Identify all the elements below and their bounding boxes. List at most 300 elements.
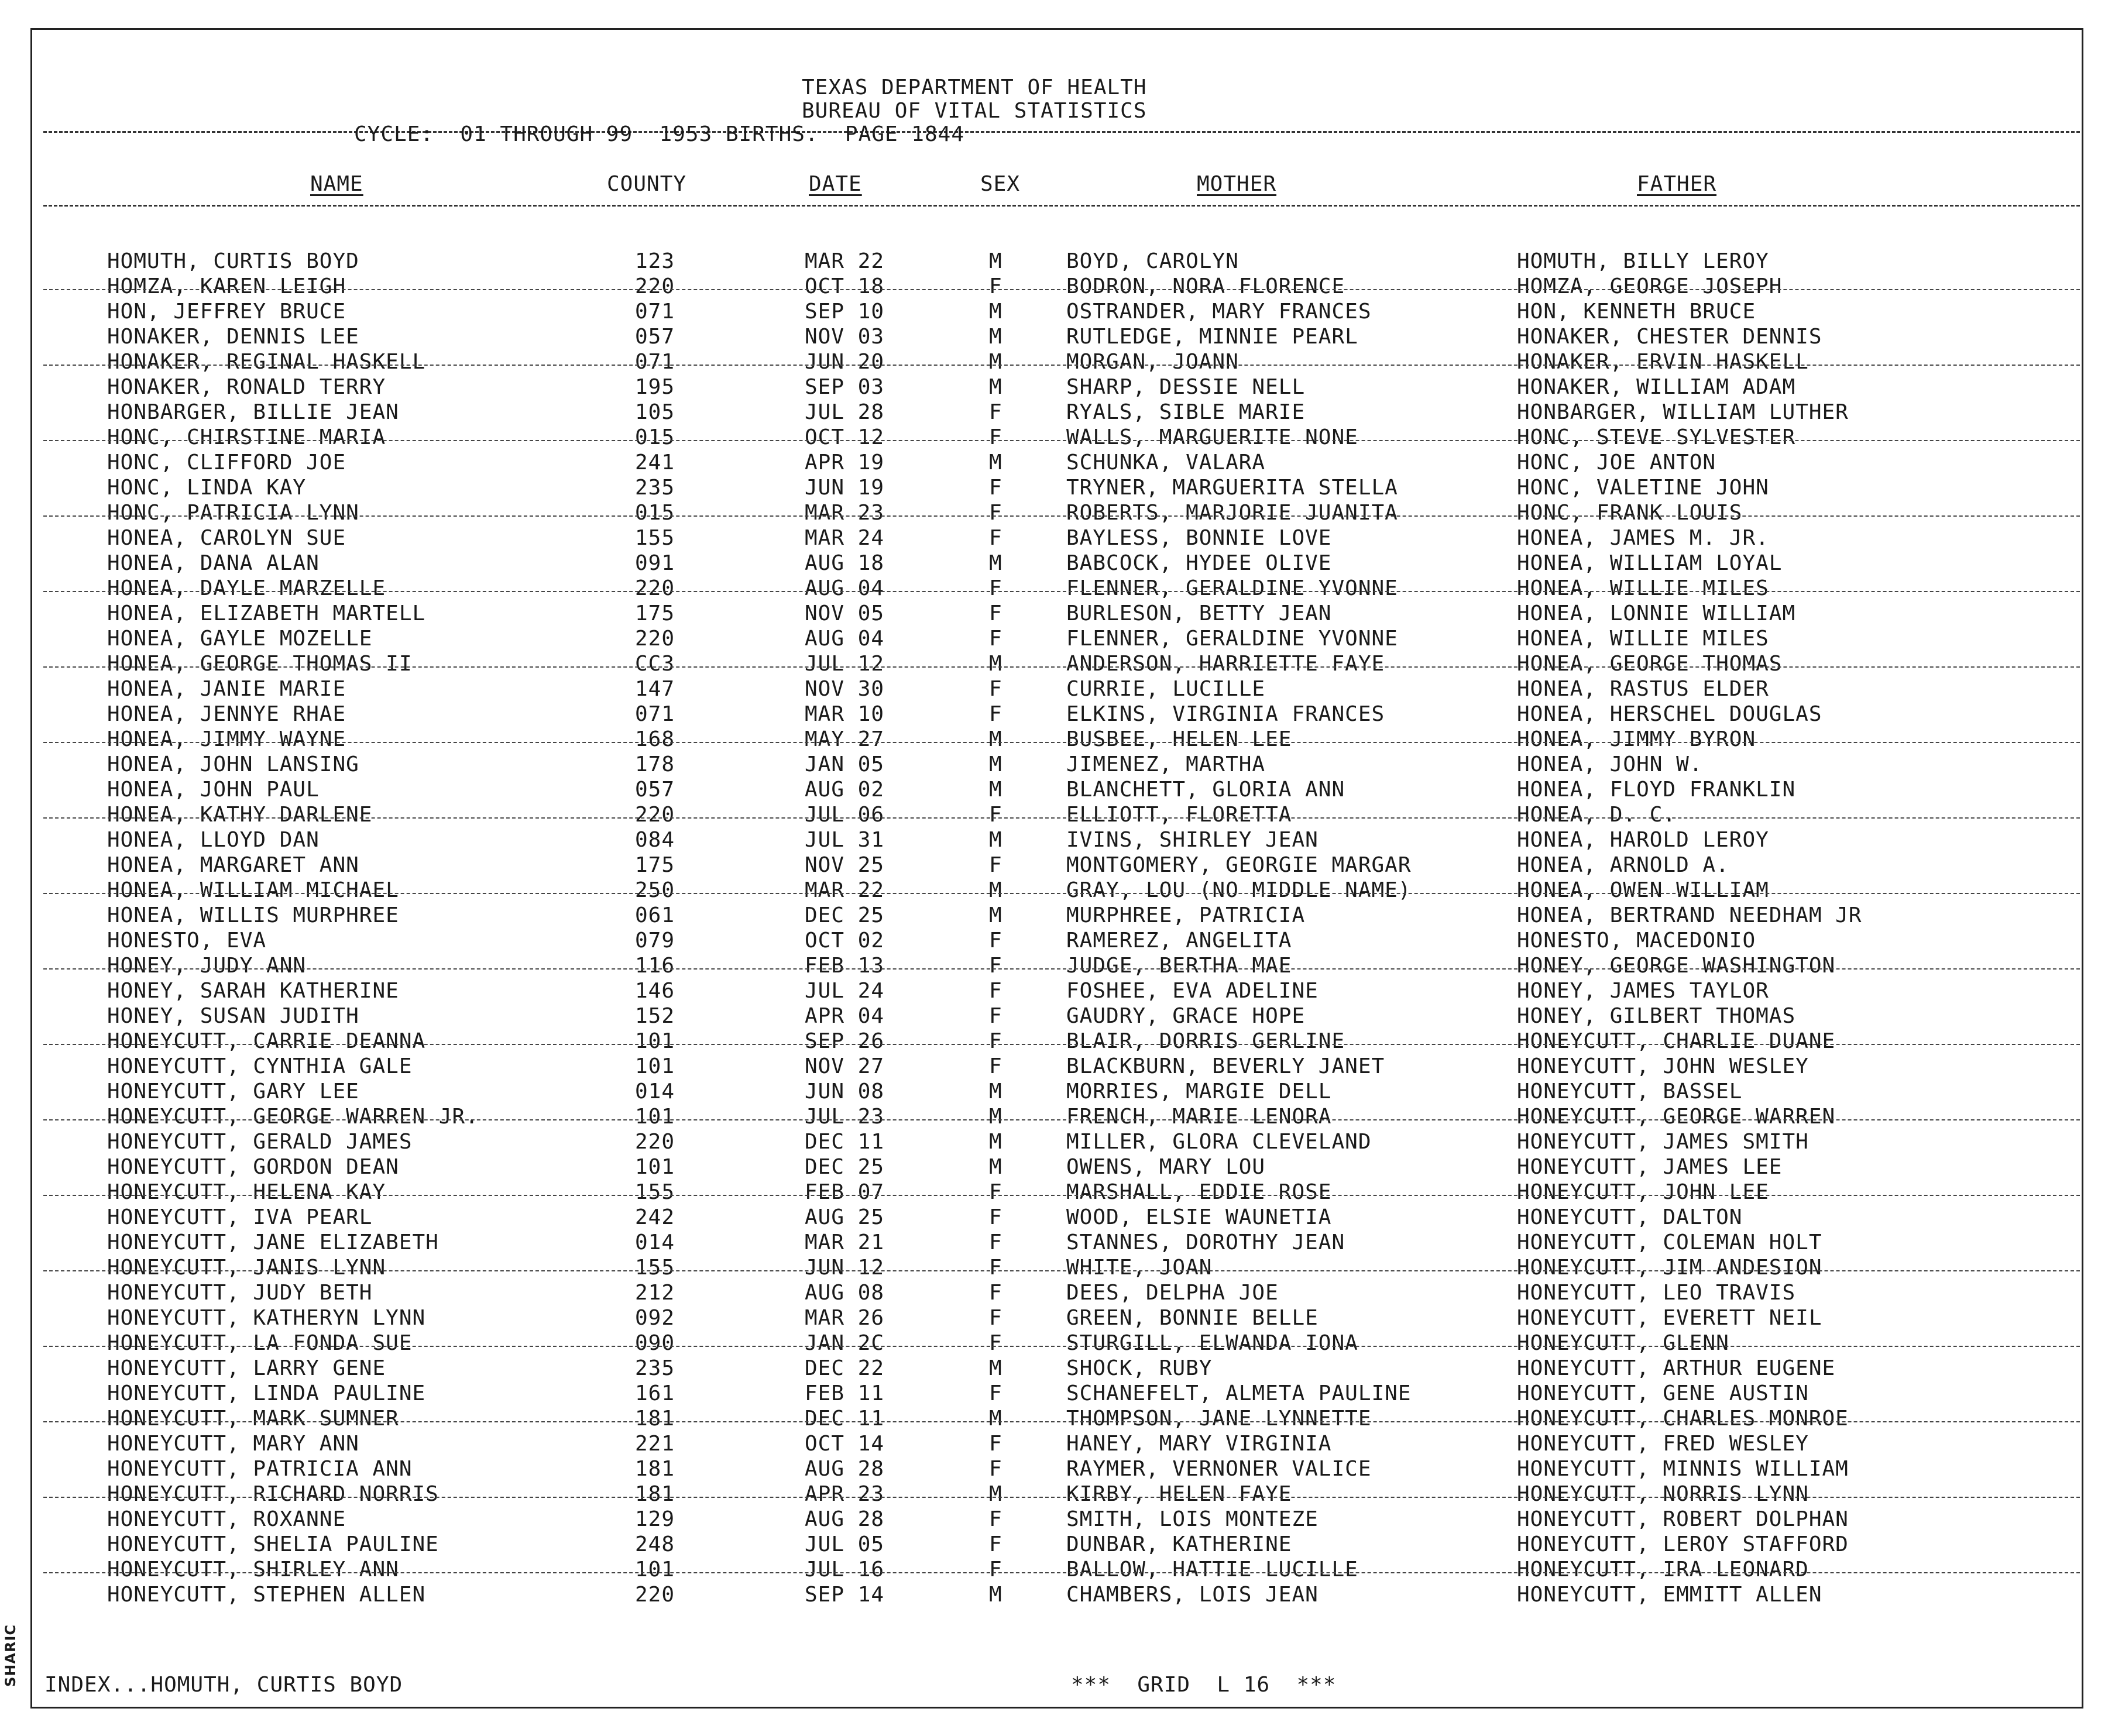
cell-county: 015 — [635, 425, 675, 449]
cell-name: HONAKER, REGINAL HASKELL — [107, 350, 426, 374]
cell-father: HONEYCUTT, LEROY STAFFORD — [1517, 1532, 1849, 1556]
cell-county: 235 — [635, 1356, 675, 1380]
cell-date: AUG 04 — [805, 576, 885, 600]
cell-county: 181 — [635, 1407, 675, 1431]
cell-county: 168 — [635, 727, 675, 751]
cell-county: 220 — [635, 274, 675, 298]
cell-mother: MORGAN, JOANN — [1066, 350, 1239, 374]
cell-name: HONEA, JENNYE RHAE — [107, 702, 346, 726]
cell-date: JUL 31 — [805, 828, 885, 852]
cell-county: 014 — [635, 1230, 675, 1254]
cell-father: HONEA, HAROLD LEROY — [1517, 828, 1769, 852]
table-row — [0, 349, 2115, 374]
table-row — [0, 903, 2115, 928]
cell-father: HONEYCUTT, FRED WESLEY — [1517, 1432, 1809, 1456]
cell-county: 101 — [635, 1029, 675, 1053]
cell-father: HONEA, LONNIE WILLIAM — [1517, 601, 1796, 625]
cell-father: HONESTO, MACEDONIO — [1517, 929, 1756, 953]
cell-mother: BABCOCK, HYDEE OLIVE — [1066, 551, 1332, 575]
cell-sex: F — [989, 1180, 1002, 1204]
cell-mother: ANDERSON, HARRIETTE FAYE — [1066, 652, 1385, 676]
table-row — [0, 1557, 2115, 1582]
cell-father: HONC, FRANK LOUIS — [1517, 501, 1743, 525]
cell-mother: SMITH, LOIS MONTEZE — [1066, 1507, 1319, 1531]
cell-county: 221 — [635, 1432, 675, 1456]
table-row — [0, 1331, 2115, 1356]
cell-name: HONESTO, EVA — [107, 929, 267, 953]
table-row — [0, 1305, 2115, 1331]
cell-sex: F — [989, 1331, 1002, 1355]
cell-father: HONAKER, WILLIAM ADAM — [1517, 375, 1796, 399]
cell-name: HONC, LINDA KAY — [107, 476, 307, 500]
cell-county: 242 — [635, 1205, 675, 1229]
cell-date: SEP 10 — [805, 300, 885, 324]
table-row — [0, 1230, 2115, 1255]
cell-mother: CURRIE, LUCILLE — [1066, 677, 1266, 701]
table-row — [0, 475, 2115, 500]
cell-county: 212 — [635, 1281, 675, 1305]
cell-name: HONEA, DAYLE MARZELLE — [107, 576, 386, 600]
cell-father: HONEA, RASTUS ELDER — [1517, 677, 1769, 701]
cell-name: HONEA, DANA ALAN — [107, 551, 320, 575]
cell-sex: F — [989, 274, 1002, 298]
cell-mother: GREEN, BONNIE BELLE — [1066, 1306, 1319, 1330]
table-row — [0, 1104, 2115, 1129]
cell-mother: RAYMER, VERNONER VALICE — [1066, 1457, 1372, 1481]
cell-mother: BLANCHETT, GLORIA ANN — [1066, 778, 1345, 802]
cell-mother: MONTGOMERY, GEORGIE MARGAR — [1066, 853, 1412, 877]
cell-father: HONEA, D. C. — [1517, 803, 1677, 827]
cell-date: MAR 21 — [805, 1230, 885, 1254]
cell-sex: M — [989, 1407, 1002, 1431]
cell-name: HONEA, JIMMY WAYNE — [107, 727, 346, 751]
cell-sex: M — [989, 752, 1002, 776]
cell-name: HONEA, LLOYD DAN — [107, 828, 320, 852]
cell-sex: M — [989, 1130, 1002, 1154]
table-row — [0, 626, 2115, 651]
cell-name: HONEY, SUSAN JUDITH — [107, 1004, 359, 1028]
cell-date: NOV 05 — [805, 601, 885, 625]
cell-date: MAR 23 — [805, 501, 885, 525]
cell-county: 071 — [635, 350, 675, 374]
cell-father: HONEYCUTT, GENE AUSTIN — [1517, 1381, 1809, 1405]
table-row — [0, 500, 2115, 525]
cell-mother: SHOCK, RUBY — [1066, 1356, 1213, 1380]
cell-date: NOV 25 — [805, 853, 885, 877]
cell-mother: BUSBEE, HELEN LEE — [1066, 727, 1292, 751]
table-row — [0, 1255, 2115, 1280]
cell-date: JUN 12 — [805, 1256, 885, 1280]
cell-sex: F — [989, 1432, 1002, 1456]
cell-name: HONEYCUTT, PATRICIA ANN — [107, 1457, 413, 1481]
cell-mother: RUTLEDGE, MINNIE PEARL — [1066, 325, 1358, 349]
table-row — [0, 802, 2115, 827]
cell-date: JUL 23 — [805, 1105, 885, 1129]
cell-mother: MILLER, GLORA CLEVELAND — [1066, 1130, 1372, 1154]
cell-sex: F — [989, 627, 1002, 651]
cell-date: FEB 07 — [805, 1180, 885, 1204]
cell-county: 123 — [635, 249, 675, 273]
cell-sex: F — [989, 677, 1002, 701]
cell-mother: THOMPSON, JANE LYNNETTE — [1066, 1407, 1372, 1431]
cell-sex: M — [989, 1080, 1002, 1104]
cell-county: 116 — [635, 954, 675, 978]
cell-date: OCT 18 — [805, 274, 885, 298]
cell-sex: F — [989, 1281, 1002, 1305]
cell-county: 146 — [635, 979, 675, 1003]
table-row — [0, 324, 2115, 349]
cell-name: HONEYCUTT, MARK SUMNER — [107, 1407, 399, 1431]
table-row — [0, 727, 2115, 752]
cell-county: 250 — [635, 878, 675, 902]
cell-name: HONC, CHIRSTINE MARIA — [107, 425, 386, 449]
table-row — [0, 651, 2115, 676]
cell-county: CC3 — [635, 652, 675, 676]
table-row — [0, 1406, 2115, 1431]
cell-mother: WOOD, ELSIE WAUNETIA — [1066, 1205, 1332, 1229]
cell-name: HONEA, CAROLYN SUE — [107, 526, 346, 550]
cell-date: DEC 11 — [805, 1407, 885, 1431]
cell-date: APR 19 — [805, 451, 885, 475]
cell-father: HONEYCUTT, IRA LEONARD — [1517, 1558, 1809, 1582]
cell-mother: RYALS, SIBLE MARIE — [1066, 400, 1306, 424]
cell-mother: OWENS, MARY LOU — [1066, 1155, 1266, 1179]
cell-name: HONC, CLIFFORD JOE — [107, 451, 346, 475]
cell-sex: M — [989, 1583, 1002, 1607]
cell-county: 178 — [635, 752, 675, 776]
table-row — [0, 852, 2115, 878]
table-row — [0, 878, 2115, 903]
cell-county: 057 — [635, 778, 675, 802]
table-row — [0, 299, 2115, 324]
cell-mother: STANNES, DOROTHY JEAN — [1066, 1230, 1345, 1254]
cell-mother: BURLESON, BETTY JEAN — [1066, 601, 1332, 625]
cell-father: HONEY, GILBERT THOMAS — [1517, 1004, 1796, 1028]
cell-date: JUL 06 — [805, 803, 885, 827]
cell-sex: F — [989, 1532, 1002, 1556]
cell-father: HONEA, FLOYD FRANKLIN — [1517, 778, 1796, 802]
cell-sex: M — [989, 451, 1002, 475]
cell-father: HONC, JOE ANTON — [1517, 451, 1716, 475]
cell-mother: TRYNER, MARGUERITA STELLA — [1066, 476, 1398, 500]
cell-date: AUG 08 — [805, 1281, 885, 1305]
cell-sex: M — [989, 727, 1002, 751]
cell-name: HONEYCUTT, IVA PEARL — [107, 1205, 373, 1229]
cell-date: OCT 12 — [805, 425, 885, 449]
footer-grid: *** GRID L 16 *** — [1071, 1673, 1337, 1697]
cell-name: HONEYCUTT, LARRY GENE — [107, 1356, 386, 1380]
column-header-name: NAME — [310, 172, 363, 196]
cell-mother: HANEY, MARY VIRGINIA — [1066, 1432, 1332, 1456]
column-header-county: COUNTY — [607, 172, 687, 196]
cell-county: 175 — [635, 601, 675, 625]
cell-name: HONEYCUTT, KATHERYN LYNN — [107, 1306, 426, 1330]
cell-date: JUL 05 — [805, 1532, 885, 1556]
cell-date: JUL 12 — [805, 652, 885, 676]
cell-father: HONAKER, ERVIN HASKELL — [1517, 350, 1809, 374]
cell-county: 079 — [635, 929, 675, 953]
cell-sex: F — [989, 400, 1002, 424]
cell-county: 061 — [635, 903, 675, 927]
cell-date: AUG 04 — [805, 627, 885, 651]
cell-name: HONEYCUTT, JANIS LYNN — [107, 1256, 386, 1280]
cell-father: HONEY, JAMES TAYLOR — [1517, 979, 1769, 1003]
cell-mother: FOSHEE, EVA ADELINE — [1066, 979, 1319, 1003]
cell-name: HONEA, JOHN LANSING — [107, 752, 359, 776]
cell-date: MAR 10 — [805, 702, 885, 726]
cell-father: HOMUTH, BILLY LEROY — [1517, 249, 1769, 273]
table-row — [0, 601, 2115, 626]
cell-mother: MARSHALL, EDDIE ROSE — [1066, 1180, 1332, 1204]
cell-mother: JUDGE, BERTHA MAE — [1066, 954, 1292, 978]
cell-mother: GAUDRY, GRACE HOPE — [1066, 1004, 1306, 1028]
cell-father: HONEYCUTT, CHARLIE DUANE — [1517, 1029, 1836, 1053]
cell-date: FEB 13 — [805, 954, 885, 978]
cell-father: HONEA, JIMMY BYRON — [1517, 727, 1756, 751]
table-row — [0, 1029, 2115, 1054]
cell-mother: WALLS, MARGUERITE NONE — [1066, 425, 1358, 449]
cell-mother: BOYD, CAROLYN — [1066, 249, 1239, 273]
cell-name: HONEYCUTT, JUDY BETH — [107, 1281, 373, 1305]
cell-date: APR 04 — [805, 1004, 885, 1028]
cell-date: JUN 20 — [805, 350, 885, 374]
cell-sex: M — [989, 325, 1002, 349]
cell-mother: ROBERTS, MARJORIE JUANITA — [1066, 501, 1398, 525]
column-header-mother: MOTHER — [1197, 172, 1277, 196]
cell-name: HONEYCUTT, JANE ELIZABETH — [107, 1230, 439, 1254]
cell-mother: STURGILL, ELWANDA IONA — [1066, 1331, 1358, 1355]
cell-date: DEC 25 — [805, 903, 885, 927]
table-row — [0, 1180, 2115, 1205]
table-row — [0, 551, 2115, 576]
cell-date: JUL 16 — [805, 1558, 885, 1582]
cell-mother: BALLOW, HATTIE LUCILLE — [1066, 1558, 1358, 1582]
cell-sex: M — [989, 1105, 1002, 1129]
cell-sex: M — [989, 1356, 1002, 1380]
cell-date: NOV 30 — [805, 677, 885, 701]
cell-mother: JIMENEZ, MARTHA — [1066, 752, 1266, 776]
side-stamp: SHARIC — [2, 1624, 19, 1687]
table-row — [0, 425, 2115, 450]
cell-county: 057 — [635, 325, 675, 349]
table-row — [0, 1381, 2115, 1406]
cell-sex: F — [989, 1558, 1002, 1582]
table-row — [0, 978, 2115, 1003]
table-row — [0, 676, 2115, 702]
cell-father: HONEYCUTT, LEO TRAVIS — [1517, 1281, 1796, 1305]
cell-county: 181 — [635, 1482, 675, 1506]
cell-county: 014 — [635, 1080, 675, 1104]
cell-sex: F — [989, 1054, 1002, 1078]
cell-county: 015 — [635, 501, 675, 525]
cell-father: HONEYCUTT, JIM ANDESION — [1517, 1256, 1822, 1280]
cell-date: JAN 05 — [805, 752, 885, 776]
cell-date: JUN 08 — [805, 1080, 885, 1104]
cell-date: NOV 03 — [805, 325, 885, 349]
cell-mother: BLAIR, DORRIS GERLINE — [1066, 1029, 1345, 1053]
cell-county: 155 — [635, 1256, 675, 1280]
cell-county: 161 — [635, 1381, 675, 1405]
table-row — [0, 1003, 2115, 1029]
cell-date: FEB 11 — [805, 1381, 885, 1405]
cell-county: 220 — [635, 576, 675, 600]
cell-county: 101 — [635, 1105, 675, 1129]
cell-name: HONEYCUTT, STEPHEN ALLEN — [107, 1583, 426, 1607]
cell-mother: DEES, DELPHA JOE — [1066, 1281, 1279, 1305]
cell-mother: CHAMBERS, LOIS JEAN — [1066, 1583, 1319, 1607]
cell-name: HONEYCUTT, RICHARD NORRIS — [107, 1482, 439, 1506]
cell-mother: FLENNER, GERALDINE YVONNE — [1066, 576, 1398, 600]
cell-father: HOMZA, GEORGE JOSEPH — [1517, 274, 1783, 298]
cell-father: HONEA, WILLIE MILES — [1517, 627, 1769, 651]
cell-name: HONC, PATRICIA LYNN — [107, 501, 359, 525]
cell-county: 152 — [635, 1004, 675, 1028]
cell-mother: WHITE, JOAN — [1066, 1256, 1213, 1280]
cell-father: HONEY, GEORGE WASHINGTON — [1517, 954, 1836, 978]
table-row — [0, 702, 2115, 727]
cell-county: 101 — [635, 1558, 675, 1582]
cell-mother: BLACKBURN, BEVERLY JANET — [1066, 1054, 1385, 1078]
cell-date: NOV 27 — [805, 1054, 885, 1078]
cell-father: HON, KENNETH BRUCE — [1517, 300, 1756, 324]
cell-date: MAR 24 — [805, 526, 885, 550]
cell-name: HONEYCUTT, GEORGE WARREN JR. — [107, 1105, 479, 1129]
cell-date: OCT 02 — [805, 929, 885, 953]
cell-date: MAR 26 — [805, 1306, 885, 1330]
cell-father: HONEYCUTT, JOHN WESLEY — [1517, 1054, 1809, 1078]
column-header-sex: SEX — [980, 172, 1021, 196]
cell-date: JUL 28 — [805, 400, 885, 424]
cell-sex: F — [989, 1507, 1002, 1531]
cell-date: JUN 19 — [805, 476, 885, 500]
cell-father: HONEA, GEORGE THOMAS — [1517, 652, 1783, 676]
cell-name: HONEA, KATHY DARLENE — [107, 803, 373, 827]
cell-name: HONEA, WILLIAM MICHAEL — [107, 878, 399, 902]
cell-county: 241 — [635, 451, 675, 475]
cell-father: HONEYCUTT, BASSEL — [1517, 1080, 1743, 1104]
cell-county: 071 — [635, 300, 675, 324]
cell-sex: M — [989, 778, 1002, 802]
table-row — [0, 1129, 2115, 1154]
cell-county: 101 — [635, 1054, 675, 1078]
cell-name: HONEYCUTT, CYNTHIA GALE — [107, 1054, 413, 1078]
cell-date: AUG 25 — [805, 1205, 885, 1229]
table-row — [0, 1431, 2115, 1456]
cell-mother: RAMEREZ, ANGELITA — [1066, 929, 1292, 953]
cell-county: 092 — [635, 1306, 675, 1330]
cell-sex: F — [989, 979, 1002, 1003]
cell-father: HONEYCUTT, JOHN LEE — [1517, 1180, 1769, 1204]
table-row — [0, 1205, 2115, 1230]
cell-sex: F — [989, 501, 1002, 525]
table-row — [0, 1280, 2115, 1305]
cell-mother: IVINS, SHIRLEY JEAN — [1066, 828, 1319, 852]
table-row — [0, 1481, 2115, 1507]
cell-sex: F — [989, 929, 1002, 953]
table-row — [0, 1456, 2115, 1481]
cell-mother: MORRIES, MARGIE DELL — [1066, 1080, 1332, 1104]
cell-date: AUG 18 — [805, 551, 885, 575]
cell-county: 155 — [635, 1180, 675, 1204]
table-row — [0, 953, 2115, 978]
table-row — [0, 1507, 2115, 1532]
cell-mother: MURPHREE, PATRICIA — [1066, 903, 1306, 927]
cell-sex: M — [989, 249, 1002, 273]
cell-name: HONEYCUTT, LA FONDA SUE — [107, 1331, 413, 1355]
cell-date: JUL 24 — [805, 979, 885, 1003]
cell-sex: M — [989, 1155, 1002, 1179]
cell-father: HONEYCUTT, ROBERT DOLPHAN — [1517, 1507, 1849, 1531]
cell-date: JAN 2C — [805, 1331, 885, 1355]
cell-sex: F — [989, 1230, 1002, 1254]
cell-date: SEP 03 — [805, 375, 885, 399]
cell-sex: F — [989, 853, 1002, 877]
cell-father: HONC, VALETINE JOHN — [1517, 476, 1769, 500]
cell-sex: M — [989, 1482, 1002, 1506]
cell-sex: F — [989, 1457, 1002, 1481]
cell-name: HONEA, ELIZABETH MARTELL — [107, 601, 426, 625]
cell-sex: F — [989, 526, 1002, 550]
cell-name: HOMUTH, CURTIS BOYD — [107, 249, 359, 273]
table-row — [0, 576, 2115, 601]
cell-father: HONC, STEVE SYLVESTER — [1517, 425, 1796, 449]
cell-sex: F — [989, 1381, 1002, 1405]
cell-sex: F — [989, 1205, 1002, 1229]
cell-mother: SHARP, DESSIE NELL — [1066, 375, 1306, 399]
cell-county: 220 — [635, 803, 675, 827]
cell-date: OCT 14 — [805, 1432, 885, 1456]
cell-father: HONEYCUTT, NORRIS LYNN — [1517, 1482, 1809, 1506]
cell-name: HONBARGER, BILLIE JEAN — [107, 400, 399, 424]
table-row — [0, 450, 2115, 475]
table-row — [0, 1532, 2115, 1557]
cell-mother: OSTRANDER, MARY FRANCES — [1066, 300, 1372, 324]
cell-county: 101 — [635, 1155, 675, 1179]
cell-father: HONEA, WILLIAM LOYAL — [1517, 551, 1783, 575]
cell-sex: M — [989, 652, 1002, 676]
cell-name: HONEA, GEORGE THOMAS II — [107, 652, 413, 676]
cell-sex: F — [989, 576, 1002, 600]
cell-name: HONEA, JANIE MARIE — [107, 677, 346, 701]
cell-name: HONEY, SARAH KATHERINE — [107, 979, 399, 1003]
header-cycle: CYCLE: 01 THROUGH 99 1953 BIRTHS. PAGE 1844 — [354, 122, 964, 146]
cell-county: 220 — [635, 1130, 675, 1154]
cell-sex: M — [989, 903, 1002, 927]
cell-mother: FRENCH, MARIE LENORA — [1066, 1105, 1332, 1129]
cell-father: HONAKER, CHESTER DENNIS — [1517, 325, 1822, 349]
cell-sex: M — [989, 878, 1002, 902]
cell-name: HONAKER, RONALD TERRY — [107, 375, 386, 399]
cell-name: HONAKER, DENNIS LEE — [107, 325, 359, 349]
cell-father: HONEYCUTT, MINNIS WILLIAM — [1517, 1457, 1849, 1481]
cell-name: HON, JEFFREY BRUCE — [107, 300, 346, 324]
cell-name: HONEYCUTT, HELENA KAY — [107, 1180, 386, 1204]
cell-county: 147 — [635, 677, 675, 701]
cell-father: HONEA, ARNOLD A. — [1517, 853, 1729, 877]
cell-mother: BAYLESS, BONNIE LOVE — [1066, 526, 1332, 550]
table-row — [0, 525, 2115, 551]
cell-father: HONEYCUTT, GEORGE WARREN — [1517, 1105, 1836, 1129]
cell-county: 071 — [635, 702, 675, 726]
cell-name: HONEA, JOHN PAUL — [107, 778, 320, 802]
cell-mother: GRAY, LOU (NO MIDDLE NAME) — [1066, 878, 1412, 902]
table-row — [0, 777, 2115, 802]
cell-name: HONEY, JUDY ANN — [107, 954, 307, 978]
cell-county: 091 — [635, 551, 675, 575]
cell-name: HONEA, WILLIS MURPHREE — [107, 903, 399, 927]
header-department: TEXAS DEPARTMENT OF HEALTH — [802, 75, 1147, 99]
cell-date: DEC 25 — [805, 1155, 885, 1179]
